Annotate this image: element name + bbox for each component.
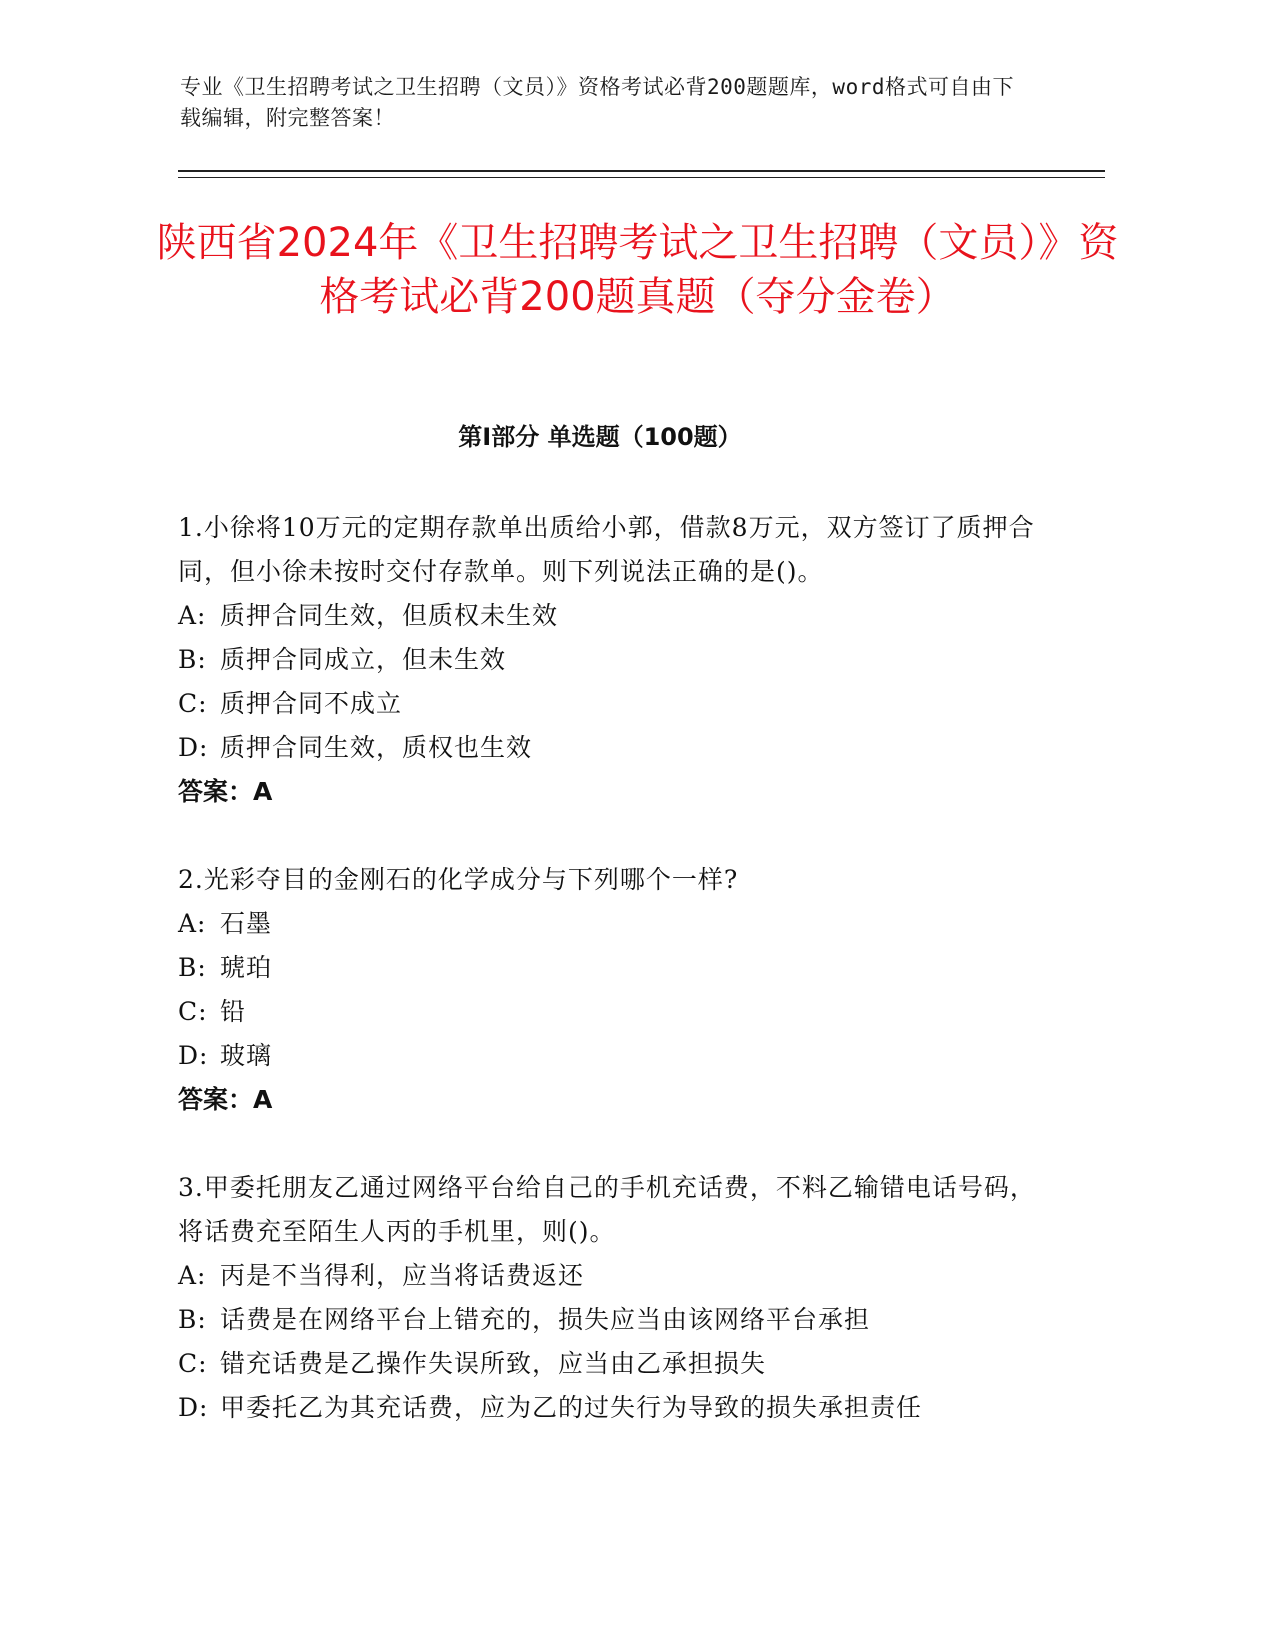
option-text: 话费是在网络平台上错充的，损失应当由该网络平台承担 [220, 1305, 871, 1334]
answer-line: 答案：A [178, 1085, 273, 1114]
question-1 [178, 506, 1038, 814]
option-text: 质押合同生效，但质权未生效 [220, 601, 559, 630]
option-key: C: [178, 1349, 208, 1378]
option-text: 铅 [220, 997, 247, 1026]
option-a [178, 594, 1038, 638]
option-text: 丙是不当得利，应当将话费返还 [220, 1261, 585, 1290]
option-a [178, 902, 1038, 946]
option-key: C: [178, 689, 208, 718]
option-c [178, 1342, 1038, 1386]
option-key: B: [178, 645, 207, 674]
option-b [178, 1298, 1038, 1342]
question-stem: 2.光彩夺目的金刚石的化学成分与下列哪个一样? [178, 865, 739, 894]
option-b [178, 946, 1038, 990]
option-key: C: [178, 997, 208, 1026]
option-text: 错充话费是乙操作失误所致，应当由乙承担损失 [220, 1349, 767, 1378]
answer-line: 答案：A [178, 777, 273, 806]
option-text: 质押合同不成立 [220, 689, 403, 718]
header-note: 专业《卫生招聘考试之卫生招聘（文员）》资格考试必背200题题库，word格式可自由下载编辑，附完整答案！ [180, 75, 1014, 130]
option-d [178, 726, 1038, 770]
option-d [178, 1386, 1038, 1430]
option-c [178, 682, 1038, 726]
question-list [178, 506, 1038, 1474]
header-divider-thick [178, 170, 1105, 172]
option-c [178, 990, 1038, 1034]
option-key: A: [178, 601, 207, 630]
section-title: 第Ⅰ部分 单选题（100题） [458, 423, 742, 451]
option-key: D: [178, 1393, 209, 1422]
question-3 [178, 1166, 1038, 1430]
option-text: 玻璃 [220, 1041, 273, 1070]
option-text: 石墨 [220, 909, 273, 938]
option-key: D: [178, 1041, 209, 1070]
option-b [178, 638, 1038, 682]
question-2 [178, 858, 1038, 1122]
option-text: 甲委托乙为其充话费，应为乙的过失行为导致的损失承担责任 [220, 1393, 923, 1422]
document-title: 陕西省2024年《卫生招聘考试之卫生招聘（文员）》资格考试必背200题真题（夺分金卷） [156, 220, 1119, 320]
option-key: A: [178, 1261, 207, 1290]
option-key: A: [178, 909, 207, 938]
header-divider-thin [178, 177, 1105, 178]
option-key: B: [178, 953, 207, 982]
option-text: 琥珀 [220, 953, 273, 982]
option-text: 质押合同成立，但未生效 [220, 645, 507, 674]
option-a [178, 1254, 1038, 1298]
option-key: D: [178, 733, 209, 762]
option-text: 质押合同生效，质权也生效 [220, 733, 533, 762]
option-d [178, 1034, 1038, 1078]
option-key: B: [178, 1305, 207, 1334]
question-stem: 1.小徐将10万元的定期存款单出质给小郭，借款8万元，双方签订了质押合同，但小徐未按时交付存款单。则下列说法正确的是()。 [178, 513, 1035, 586]
question-stem: 3.甲委托朋友乙通过网络平台给自己的手机充话费，不料乙输错电话号码，将话费充至陌生人丙的手机里，则()。 [178, 1173, 1036, 1246]
